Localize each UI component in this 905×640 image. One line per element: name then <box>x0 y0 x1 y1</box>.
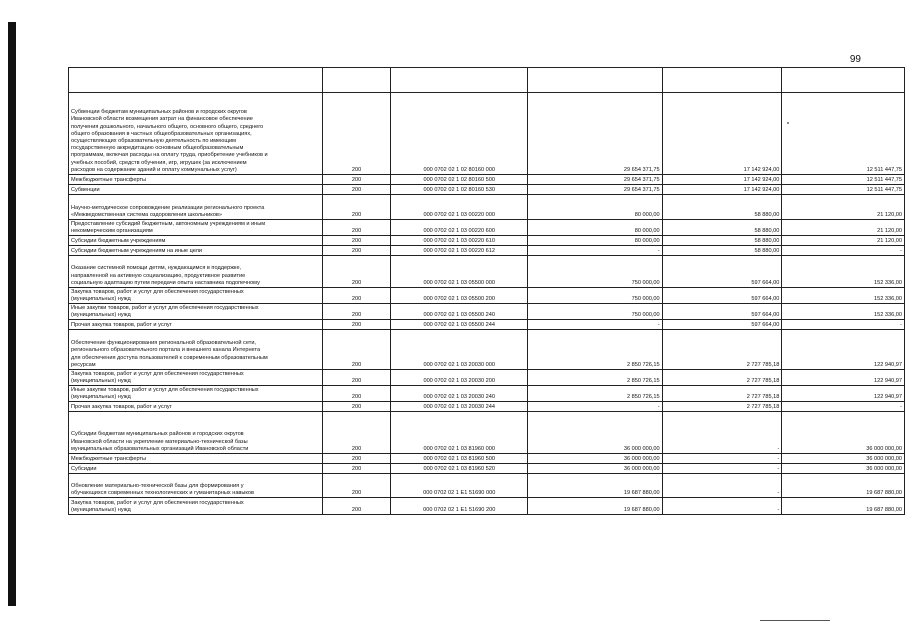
row-code: 200 <box>323 330 391 370</box>
row-executed-amount: 17 142 924,00 <box>662 185 782 195</box>
row-budget-classification: 000 0702 02 1 03 05500 200 <box>390 288 528 304</box>
row-budget-classification: 000 0702 02 1 03 20030 244 <box>390 402 528 412</box>
row-executed-amount: - <box>662 412 782 454</box>
table-row <box>69 386 905 402</box>
row-budget-classification: 000 0702 02 1 03 00220 600 <box>390 220 528 236</box>
row-budget-classification: 000 0702 02 1 03 00220 610 <box>390 236 528 246</box>
row-executed-amount: 17 142 924,00 <box>662 175 782 185</box>
row-approved-amount: 2 850 726,15 <box>528 370 662 386</box>
row-unexecuted-amount <box>782 68 905 93</box>
row-executed-amount: - <box>662 464 782 474</box>
row-description: Закупка товаров, работ и услуг для обеспечения государственных (муниципальных) нужд <box>69 370 323 386</box>
row-unexecuted-amount: 36 000 000,00 <box>782 412 905 454</box>
page-number: 99 <box>849 54 861 65</box>
row-unexecuted-amount: 21 120,00 <box>782 220 905 236</box>
row-code: 200 <box>323 402 391 412</box>
row-code: 200 <box>323 320 391 330</box>
row-approved-amount: 36 000 000,00 <box>528 464 662 474</box>
row-approved-amount: 36 000 000,00 <box>528 454 662 464</box>
table-body <box>69 68 905 515</box>
row-approved-amount: 80 000,00 <box>528 195 662 220</box>
row-code: 200 <box>323 412 391 454</box>
row-code: 200 <box>323 195 391 220</box>
row-unexecuted-amount: 19 687 880,00 <box>782 474 905 498</box>
row-code: 200 <box>323 185 391 195</box>
row-description: Прочая закупка товаров, работ и услуг <box>69 402 323 412</box>
row-code: 200 <box>323 370 391 386</box>
table-row <box>69 93 905 175</box>
row-budget-classification: 000 0702 02 1 03 20030 200 <box>390 370 528 386</box>
row-approved-amount: 29 654 371,75 <box>528 175 662 185</box>
row-description: Субсидии бюджетам муниципальных районов и городских округов Ивановской области на укрепление материально-технической базы муниципальных образовательных организаций Ивановской области <box>69 412 323 454</box>
row-budget-classification: 000 0702 02 1 03 20030 000 <box>390 330 528 370</box>
row-code: 200 <box>323 454 391 464</box>
row-unexecuted-amount: 122 940,97 <box>782 370 905 386</box>
row-code: 200 <box>323 464 391 474</box>
row-unexecuted-amount: 152 336,00 <box>782 304 905 320</box>
row-code: 200 <box>323 256 391 288</box>
table-row <box>69 288 905 304</box>
row-code: 200 <box>323 175 391 185</box>
row-unexecuted-amount: - <box>782 402 905 412</box>
row-code: 200 <box>323 474 391 498</box>
row-approved-amount: 750 000,00 <box>528 256 662 288</box>
row-code: 200 <box>323 304 391 320</box>
row-budget-classification: 000 0702 02 1 03 20030 240 <box>390 386 528 402</box>
row-budget-classification <box>390 68 528 93</box>
row-executed-amount: 58 880,00 <box>662 220 782 236</box>
row-unexecuted-amount: 152 336,00 <box>782 256 905 288</box>
row-code: 200 <box>323 498 391 515</box>
table-row <box>69 185 905 195</box>
row-unexecuted-amount: 21 120,00 <box>782 195 905 220</box>
row-budget-classification: 000 0702 02 1 02 80160 500 <box>390 175 528 185</box>
row-description: Иные закупки товаров, работ и услуг для обеспечения государственных (муниципальных) нужд <box>69 304 323 320</box>
bottom-rule <box>760 620 830 621</box>
row-approved-amount: 2 850 726,15 <box>528 386 662 402</box>
table-row <box>69 474 905 498</box>
row-approved-amount: - <box>528 246 662 256</box>
table-row <box>69 464 905 474</box>
table-row <box>69 330 905 370</box>
row-unexecuted-amount: 122 940,97 <box>782 330 905 370</box>
row-budget-classification: 000 0702 02 1 03 05500 000 <box>390 256 528 288</box>
row-executed-amount: 597 664,00 <box>662 320 782 330</box>
row-description: Обновление материально-технической базы для формирования у обучающихся современных технологических и гуманитарных навыков <box>69 474 323 498</box>
row-unexecuted-amount: 12 511 447,75 <box>782 185 905 195</box>
row-executed-amount: 17 142 924,00 <box>662 93 782 175</box>
table-row <box>69 498 905 515</box>
row-budget-classification: 000 0702 02 1 03 00220 000 <box>390 195 528 220</box>
row-approved-amount: 19 687 880,00 <box>528 498 662 515</box>
row-budget-classification: 000 0702 02 1 E1 51690 200 <box>390 498 528 515</box>
row-executed-amount: 58 880,00 <box>662 246 782 256</box>
row-executed-amount: - <box>662 498 782 515</box>
row-description: Субсидии бюджетным учреждениям <box>69 236 323 246</box>
row-approved-amount: 750 000,00 <box>528 288 662 304</box>
row-approved-amount: 29 654 371,75 <box>528 93 662 175</box>
row-approved-amount: 80 000,00 <box>528 220 662 236</box>
table-row <box>69 320 905 330</box>
row-executed-amount: 2 727 785,18 <box>662 330 782 370</box>
row-approved-amount: 2 850 726,15 <box>528 330 662 370</box>
row-description: Межбюджетные трансферты <box>69 454 323 464</box>
row-description: Предоставление субсидий бюджетным, автономным учреждениям и иным некоммерческим организациям <box>69 220 323 236</box>
row-description <box>69 68 323 93</box>
row-unexecuted-amount: 36 000 000,00 <box>782 454 905 464</box>
row-code: 200 <box>323 220 391 236</box>
row-executed-amount: 2 727 785,18 <box>662 386 782 402</box>
row-unexecuted-amount: - <box>782 246 905 256</box>
row-budget-classification: 000 0702 02 1 03 00220 612 <box>390 246 528 256</box>
row-approved-amount: - <box>528 320 662 330</box>
row-description: Научно-методическое сопровождение реализации регионального проекта «Межведомственная система оздоровления школьников» <box>69 195 323 220</box>
row-description: Закупка товаров, работ и услуг для обеспечения государственных (муниципальных) нужд <box>69 498 323 515</box>
row-code: 200 <box>323 288 391 304</box>
row-approved-amount <box>528 68 662 93</box>
table-row <box>69 195 905 220</box>
row-approved-amount: 750 000,00 <box>528 304 662 320</box>
row-code: 200 <box>323 246 391 256</box>
budget-execution-table <box>68 67 905 515</box>
table-row <box>69 402 905 412</box>
table-row <box>69 236 905 246</box>
row-executed-amount: 597 664,00 <box>662 288 782 304</box>
scan-edge-bar <box>8 22 16 606</box>
table-row <box>69 454 905 464</box>
row-unexecuted-amount: 19 687 880,00 <box>782 498 905 515</box>
row-executed-amount: - <box>662 454 782 464</box>
table-row <box>69 370 905 386</box>
row-description: Субвенции <box>69 185 323 195</box>
row-code: 200 <box>323 93 391 175</box>
table-row <box>69 68 905 93</box>
row-budget-classification: 000 0702 02 1 03 81960 500 <box>390 454 528 464</box>
row-budget-classification: 000 0702 02 1 02 80160 530 <box>390 185 528 195</box>
row-executed-amount: 58 880,00 <box>662 195 782 220</box>
row-unexecuted-amount: 12 511 447,75 <box>782 93 905 175</box>
row-code: 200 <box>323 386 391 402</box>
table-row <box>69 304 905 320</box>
row-executed-amount: 2 727 785,18 <box>662 402 782 412</box>
row-executed-amount: 597 664,00 <box>662 256 782 288</box>
table-row <box>69 256 905 288</box>
row-approved-amount: 29 654 371,75 <box>528 185 662 195</box>
row-approved-amount: 19 687 880,00 <box>528 474 662 498</box>
row-budget-classification: 000 0702 02 1 E1 51690 000 <box>390 474 528 498</box>
row-description: Субсидии бюджетным учреждениям на иные цели <box>69 246 323 256</box>
row-unexecuted-amount: 21 120,00 <box>782 236 905 246</box>
row-unexecuted-amount: 122 940,97 <box>782 386 905 402</box>
row-approved-amount: 80 000,00 <box>528 236 662 246</box>
row-description: Субвенции бюджетам муниципальных районов и городских округов Ивановской области возмещения затрат на финансовое обеспечение получения дошкольного, начального общего, основного общего, среднего общего образования в частных общеобразовательных организациях, осуществляющих образовательную деятельность по имеющим государственную аккредитацию основным общеобразовательным программам, включая расходы на оплату труда, приобретение учебников и учебных пособий, средств обучения, игр, игрушек (за исключением расходов на содержание зданий и оплату коммунальных услуг) <box>69 93 323 175</box>
row-executed-amount: 58 880,00 <box>662 236 782 246</box>
table-row <box>69 175 905 185</box>
row-executed-amount: 2 727 785,18 <box>662 370 782 386</box>
row-executed-amount <box>662 68 782 93</box>
row-executed-amount: - <box>662 474 782 498</box>
row-unexecuted-amount: 152 336,00 <box>782 288 905 304</box>
row-budget-classification: 000 0702 02 1 02 80160 000 <box>390 93 528 175</box>
row-description: Прочая закупка товаров, работ и услуг <box>69 320 323 330</box>
table-row <box>69 412 905 454</box>
table-row <box>69 246 905 256</box>
row-unexecuted-amount: 36 000 000,00 <box>782 464 905 474</box>
row-budget-classification: 000 0702 02 1 03 05500 240 <box>390 304 528 320</box>
row-budget-classification: 000 0702 02 1 03 81960 000 <box>390 412 528 454</box>
row-description: Субсидии <box>69 464 323 474</box>
row-description: Иные закупки товаров, работ и услуг для обеспечения государственных (муниципальных) нужд <box>69 386 323 402</box>
row-budget-classification: 000 0702 02 1 03 81960 520 <box>390 464 528 474</box>
row-budget-classification: 000 0702 02 1 03 05500 244 <box>390 320 528 330</box>
row-description: Межбюджетные трансферты <box>69 175 323 185</box>
row-description: Оказание системной помощи детям, нуждающимся в поддержке, направленной на активную социализацию, продуктивное развитие социальную адаптацию путем передачи опыта наставника подопечному <box>69 256 323 288</box>
row-approved-amount: - <box>528 402 662 412</box>
row-code: 200 <box>323 236 391 246</box>
row-description: Закупка товаров, работ и услуг для обеспечения государственных (муниципальных) нужд <box>69 288 323 304</box>
row-description: Обеспечение функционирования региональной образовательной сети, регионального образовательного портала и внешнего канала Интернета для обеспечения доступа пользователей к современным образовательным ресурсам <box>69 330 323 370</box>
row-code <box>323 68 391 93</box>
table-row <box>69 220 905 236</box>
row-executed-amount: 597 664,00 <box>662 304 782 320</box>
row-unexecuted-amount: 12 511 447,75 <box>782 175 905 185</box>
row-unexecuted-amount: - <box>782 320 905 330</box>
row-approved-amount: 36 000 000,00 <box>528 412 662 454</box>
